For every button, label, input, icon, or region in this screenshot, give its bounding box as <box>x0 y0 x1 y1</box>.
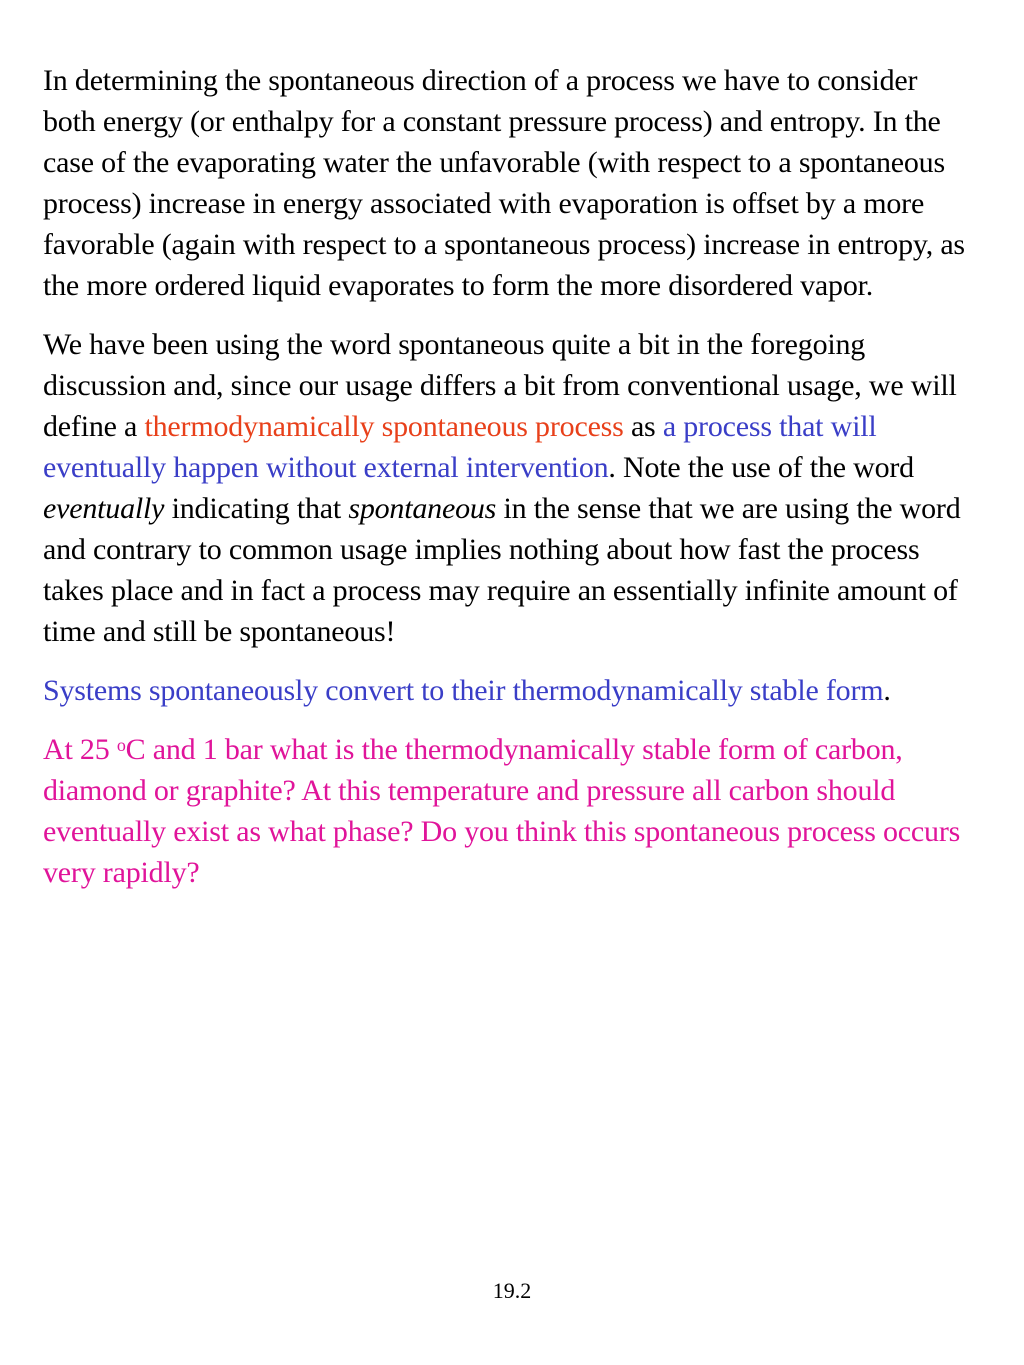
definition-text: a process that will eventually happen without external intervention <box>43 410 877 484</box>
page-number: 19.2 <box>492 1278 532 1303</box>
paragraph-stable-form <box>43 670 973 711</box>
slide-content <box>43 60 973 911</box>
paragraph-carbon-question <box>43 729 973 893</box>
note-indicating: indicating that <box>164 492 349 525</box>
degree-symbol: o <box>116 735 126 755</box>
word-eventually: eventually <box>43 492 165 525</box>
definition-as: as <box>623 410 663 443</box>
question-post: C and 1 bar what is the thermodynamically stable form of carbon, diamond or graphite? At this temperature and pressure all carbon should eventually exist as what phase? Do you think this spontaneous process occurs very rapidly? <box>43 733 961 889</box>
stable-form-statement: Systems spontaneously convert to their thermodynamically stable form <box>43 674 884 707</box>
stable-form-period: . <box>883 674 891 707</box>
paragraph-energy-entropy: In determining the spontaneous direction of a process we have to consider both energy (or enthalpy for a constant pressure process) and entropy. In the case of the evaporating water the unfavorable (with respect to a spontaneous process) increase in energy associated with evaporation is offset by a more favorable (again with respect to a spontaneous process) increase in entropy, as the more ordered liquid evaporates to form the more disordered vapor. <box>43 64 965 302</box>
term-thermodynamically-spontaneous: thermodynamically spontaneous process <box>144 410 624 443</box>
note-rest: in the sense that we are using the word and contrary to common usage implies nothing about how fast the process takes place and in fact a process may require an essentially infinite amount of time and still be spontaneous! <box>43 492 961 648</box>
paragraph-spontaneous-definition <box>43 324 973 652</box>
question-pre: At 25 <box>43 733 117 766</box>
note-start: . Note the use of the word <box>608 451 914 484</box>
definition-intro: We have been using the word spontaneous quite a bit in the foregoing discussion and, since our usage differs a bit from conventional usage, we will define a <box>43 328 957 443</box>
word-spontaneous: spontaneous <box>348 492 497 525</box>
